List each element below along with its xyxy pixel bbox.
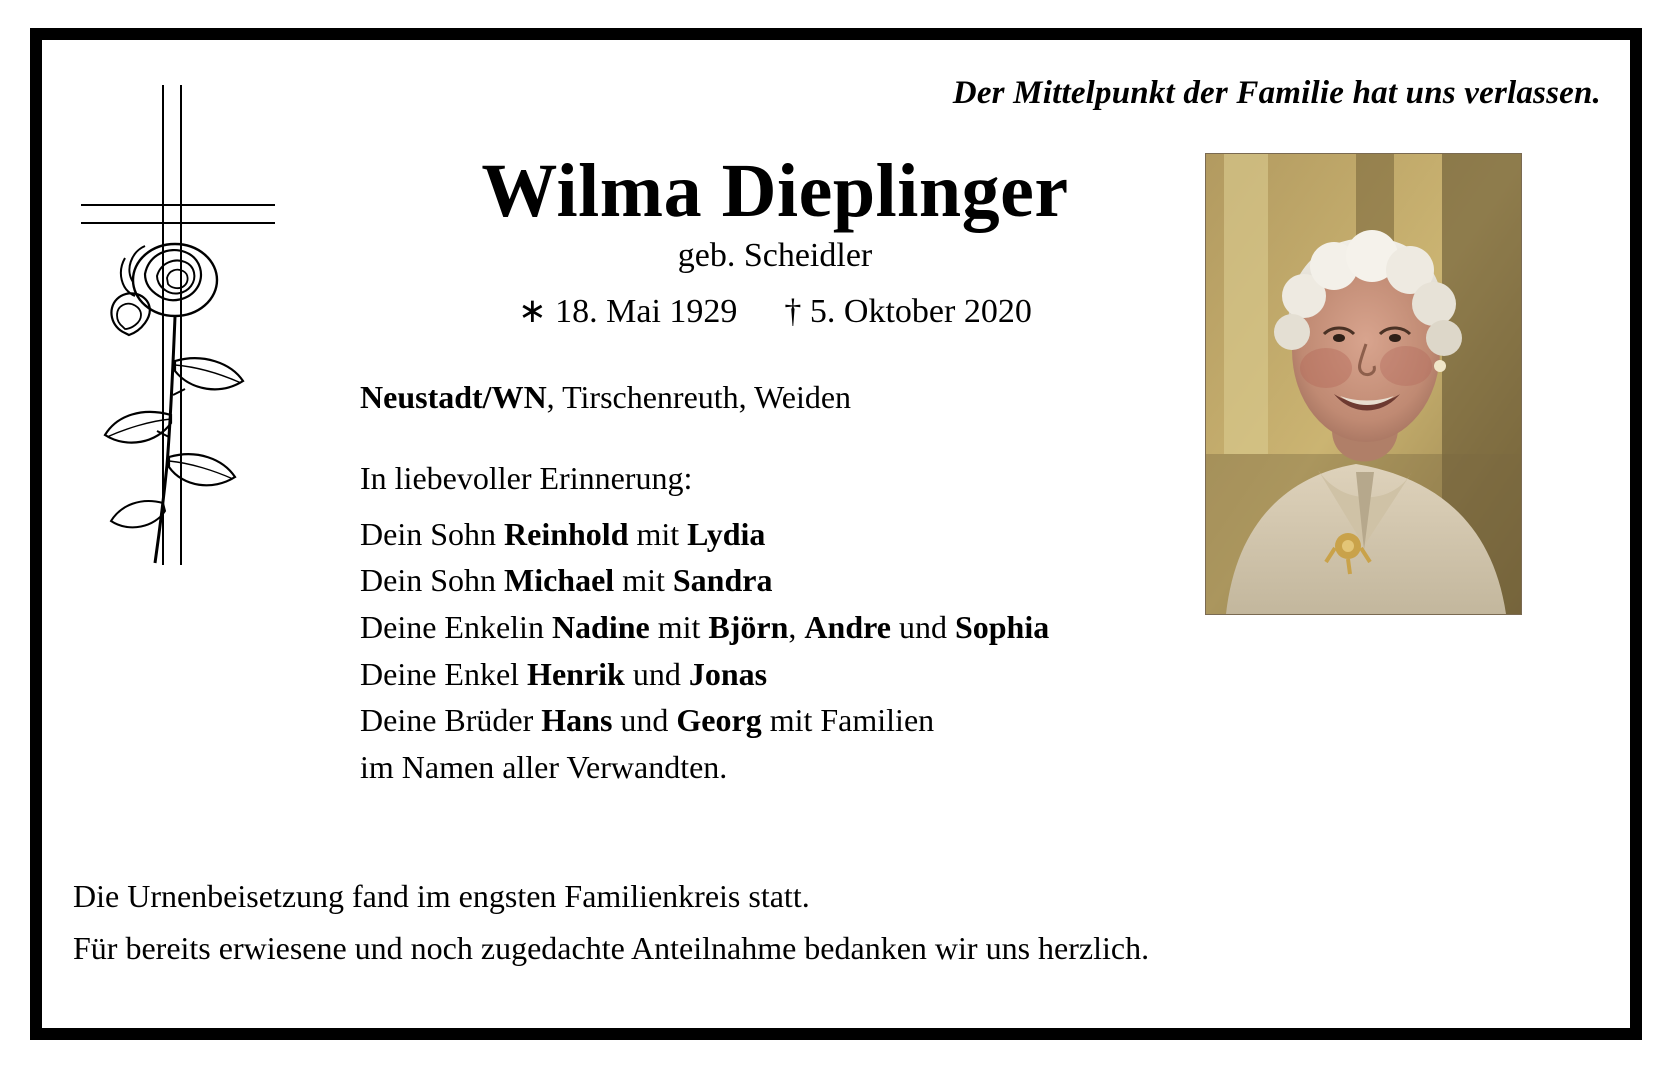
places-line: [360, 379, 1190, 416]
family-pre: im Namen aller Verwandten.: [360, 749, 728, 786]
family-post: und: [890, 608, 955, 645]
birth-symbol: ∗: [518, 292, 547, 330]
list-item: [360, 557, 1190, 604]
death-date: 5. Oktober 2020: [809, 292, 1032, 330]
family-name: Nadine: [551, 608, 650, 645]
motto-text: Der Mittelpunkt der Familie hat uns verlassen.: [952, 75, 1601, 111]
memory-heading: In liebevoller Erinnerung:: [360, 459, 693, 496]
rose-icon: [105, 244, 243, 563]
life-dates: [360, 291, 1190, 331]
cross-icon: [63, 65, 293, 585]
footer-line-1: Die Urnenbeisetzung fand im engsten Familienkreis statt.: [73, 878, 810, 915]
family-name: Michael: [504, 562, 615, 599]
death-symbol: †: [784, 292, 802, 330]
list-item: [360, 604, 1190, 651]
family-mid: mit: [649, 608, 709, 645]
family-mid: mit: [628, 515, 688, 552]
list-item: [360, 697, 1190, 744]
list-item: [360, 744, 1190, 791]
place-primary: Neustadt/WN: [360, 378, 547, 415]
family-pre: Dein Sohn: [360, 562, 504, 599]
family-mid: und: [612, 702, 677, 739]
deceased-name: Wilma Dieplinger: [481, 149, 1069, 233]
mourning-border: [30, 28, 1642, 1040]
birth-date: 18. Mai 1929: [555, 292, 738, 330]
notice-inner: [42, 40, 1630, 1028]
family-pre: Deine Enkelin: [360, 608, 552, 645]
family-name: Georg: [676, 702, 762, 739]
list-item: [360, 651, 1190, 698]
family-name: Sophia: [954, 608, 1050, 645]
family-name: Lydia: [687, 515, 766, 552]
family-name: Hans: [541, 702, 613, 739]
family-pre: Deine Enkel: [360, 655, 528, 692]
family-mid: und: [624, 655, 689, 692]
main-text-column: [360, 149, 1190, 791]
family-mid: mit: [614, 562, 673, 599]
family-name: Jonas: [688, 655, 768, 692]
family-pre: Dein Sohn: [360, 515, 504, 552]
family-name: Andre: [804, 608, 891, 645]
family-post: ,: [788, 608, 805, 645]
family-post: mit Familien: [761, 702, 935, 739]
portrait-photo: [1205, 153, 1522, 615]
family-pre: Deine Brüder: [360, 702, 542, 739]
family-name: Henrik: [527, 655, 625, 692]
footer-line-2: Für bereits erwiesene und noch zugedachte Anteilnahme bedanken wir uns herzlich.: [73, 929, 1150, 966]
footer-text: [73, 874, 1613, 977]
family-name: Björn: [708, 608, 789, 645]
list-item: [360, 511, 1190, 558]
place-others: , Tirschenreuth, Weiden: [546, 378, 852, 415]
family-name: Reinhold: [504, 515, 629, 552]
family-name: Sandra: [672, 562, 773, 599]
maiden-name: geb. Scheidler: [677, 236, 873, 274]
family-list: [360, 511, 1190, 791]
